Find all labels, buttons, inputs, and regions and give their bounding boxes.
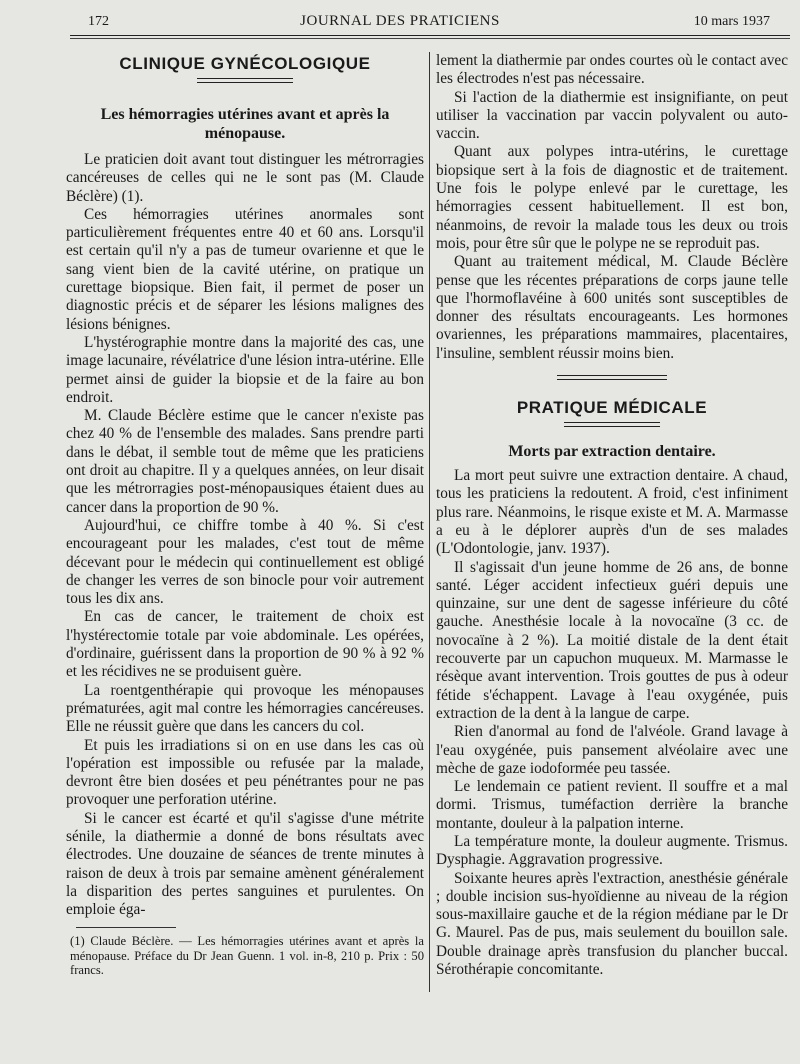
page-header (0, 0, 800, 40)
paragraph: Soixante heures après l'extraction, anesthésie générale ; double incision sus-hyoïdienne au niveau de la région sous-maxillaire gauche et de la région médiane par le Dr G. Maurel. Pas de pus, mais seulement du bouillon sale. Double drainage après transfusion du plancher buccal. Sérothérapie concomitante. (436, 869, 788, 979)
column-divider (429, 52, 430, 992)
paragraph: Quant au traitement médical, M. Claude Béclère pense que les récentes préparations de corps jaune telle que l'hormoflavéine à 600 unités sont susceptibles de donner des résultats encourageants. Les hormones ovariennes, les préparations mammaires, placentaires, l'insuline, semblent réussir moins bien. (436, 253, 788, 362)
paragraph: M. Claude Béclère estime que le cancer n'existe pas chez 40 % de l'ensemble des malades. Sans prendre parti dans le débat, il semble tout de même que les praticiens ont droit au chapitre. Il y a quelques années, on leur disait que les métrorragies post-ménopausiques étaient dues au cancer dans la proportion de 90 %. (66, 407, 424, 516)
paragraph-continued: lement la diathermie par ondes courtes où le contact avec les électrodes n'est pas nécessaire. (436, 52, 788, 88)
paragraph: L'hystérographie montre dans la majorité des cas, une image lacunaire, révélatrice d'une lésion intra-utérine. Elle permet ainsi de guider la biopsie et de la faire au bon endroit. (66, 333, 424, 406)
footnote: (1) Claude Béclère. — Les hémorragies utérines avant et après la ménopause. Préface du Dr Jean Guenn. 1 vol. in-8, 210 p. Prix : 50 francs. (70, 934, 424, 978)
section-heading-clinique: CLINIQUE GYNÉCOLOGIQUE (119, 54, 371, 73)
page-number: 172 (88, 14, 109, 29)
article-title-morts: Morts par extraction dentaire. (508, 443, 716, 461)
paragraph: Si l'action de la diathermie est insignifiante, on peut utiliser la vaccination par vaccin polyvalent ou auto-vaccin. (436, 88, 788, 143)
section-separator-rule (557, 375, 667, 380)
footnote-rule (76, 927, 176, 928)
heading-rule (564, 422, 660, 427)
right-column (436, 52, 788, 979)
issue-date: 10 mars 1937 (693, 14, 770, 29)
paragraph: Le praticien doit avant tout distinguer les métrorragies cancéreuses de celles qui ne le sont pas (M. Claude Béclère) (1). (66, 151, 424, 205)
paragraph: En cas de cancer, le traitement de choix est l'hystérectomie totale par voie abdominale. Les opérées, d'ordinaire, guérissent dans la proportion de 90 % à 92 % et les récidives ne se produisent guère. (66, 608, 424, 681)
left-column (66, 52, 424, 978)
section-heading-pratique: PRATIQUE MÉDICALE (516, 398, 708, 418)
header-rule (70, 35, 790, 39)
paragraph: Le lendemain ce patient revient. Il souffre et a mal dormi. Trismus, tuméfaction derrière la branche montante, douleur à la palpation interne. (436, 778, 788, 832)
paragraph: La température monte, la douleur augmente. Trismus. Dysphagie. Aggravation progressive. (436, 832, 788, 869)
paragraph: Quant aux polypes intra-utérins, le curettage biopsique sert à la fois de diagnostic et de traitement. Une fois le polype enlevé par le curettage, les hémorragies cessent habituellement. Il est bon, néanmoins, de revoir la malade tous les deux ou trois mois, pour être sûr que le polype ne se reproduit pas. (436, 143, 788, 252)
article-title-hemorragies: Les hémorragies utérines avant et après la ménopause. (100, 106, 390, 142)
paragraph: La roentgenthérapie qui provoque les ménopauses prématurées, agit mal contre les hémorragies cancéreuses. Elle ne réussit guère que dans les cancers du col. (66, 681, 424, 736)
paragraph: La mort peut suivre une extraction dentaire. A chaud, tous les praticiens la redoutent. A froid, c'est infiniment plus rare. Néanmoins, le risque existe et M. A. Marmasse a eu à le déplorer auprès d'un de ses malades (L'Odontologie, janv. 1937). (436, 467, 788, 558)
paragraph: Ces hémorragies utérines anormales sont particulièrement fréquentes entre 40 et 60 ans. Lorsqu'il est certain qu'il n'y a pas de tumeur ovarienne et que le sang vient bien de la cavité utérine, on pratique un curettage biopsique. Bien fait, il permet de poser un diagnostic précis et de séparer les lésions malignes des lésions bénignes. (66, 205, 424, 333)
heading-rule (197, 78, 293, 83)
paragraph: Si le cancer est écarté et qu'il s'agisse d'une métrite sénile, la diathermie a donné de bons résultats avec électrodes. Une douzaine de séances de trente minutes à raison de deux à trois par semaine amènent généralement la disparition des pertes sanguines et purulentes. On emploie éga- (66, 809, 424, 919)
paragraph: Aujourd'hui, ce chiffre tombe à 40 %. Si c'est encourageant pour les malades, c'est tout de même décevant pour le médecin qui continuellement est obligé de changer les verres de son binocle pour voir autrement tous les dix ans. (66, 516, 424, 608)
paragraph: Il s'agissait d'un jeune homme de 26 ans, de bonne santé. Léger accident infectieux guéri depuis une quinzaine, sur une dent de sagesse inférieure du côté gauche. Anesthésie locale à la novocaïne (3 cc. de novocaïne à 2 %). La moitié distale de la dent était recouverte par un capuchon muqueux. M. Marmasse le résèque avant intervention. Trois gouttes de pus à odeur fétide s'échappent. Lavage à l'eau oxygénée, puis extraction de la dent à la langue de carpe. (436, 558, 788, 722)
paragraph: Et puis les irradiations si on en use dans les cas où l'opération est impossible ou refusée par la malade, devront être bien dosées et peu pénétrantes pour ne pas provoquer une perforation utérine. (66, 736, 424, 809)
journal-title: JOURNAL DES PRATICIENS (300, 13, 500, 29)
paragraph: Rien d'anormal au fond de l'alvéole. Grand lavage à l'eau oxygénée, puis pansement alvéolaire avec une mèche de gaze iodoformée peu tassée. (436, 723, 788, 777)
